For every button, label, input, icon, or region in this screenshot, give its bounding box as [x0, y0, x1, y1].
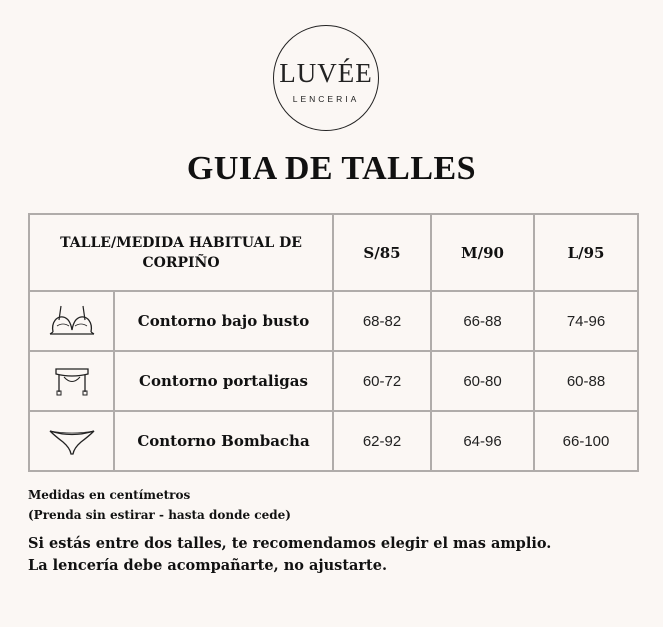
- brand-name: LUVÉE: [279, 58, 373, 88]
- panty-icon: [47, 424, 97, 458]
- row-value-s: 68-82: [333, 291, 431, 351]
- page-title: GUIA DE TALLES: [186, 150, 477, 187]
- recommendation: [28, 533, 551, 577]
- row-icon-cell: [29, 411, 114, 471]
- row-value-l: 74-96: [534, 291, 638, 351]
- instruction-note: (Prenda sin estirar - hasta donde cede): [28, 508, 291, 522]
- garter-belt-icon: [50, 364, 94, 398]
- row-value-l: 66-100: [534, 411, 638, 471]
- measurement-notes: [28, 485, 291, 525]
- recommendation-line-2: La lencería debe acompañarte, no ajustarte.: [28, 557, 388, 574]
- row-value-m: 66-88: [431, 291, 534, 351]
- table-row: [29, 351, 638, 411]
- row-label: Contorno Bombacha: [114, 411, 333, 471]
- row-icon-cell: [29, 351, 114, 411]
- row-value-m: 64-96: [431, 411, 534, 471]
- header-measure-label: TALLE/MEDIDA HABITUAL DE CORPIÑO: [29, 214, 333, 291]
- recommendation-line-1: Si estás entre dos talles, te recomendamos elegir el mas amplio.: [28, 535, 552, 552]
- header-size-s: S/85: [333, 214, 431, 291]
- row-value-s: 60-72: [333, 351, 431, 411]
- brand-subtitle: LENCERIA: [292, 94, 360, 104]
- table-row: [29, 411, 638, 471]
- row-icon-cell: [29, 291, 114, 351]
- row-label: Contorno portaligas: [114, 351, 333, 411]
- bra-icon: [47, 304, 97, 338]
- unit-note: Medidas en centímetros: [28, 488, 191, 502]
- row-value-m: 60-80: [431, 351, 534, 411]
- header-size-l: L/95: [534, 214, 638, 291]
- table-header-row: [29, 214, 638, 291]
- brand-logo: [273, 25, 379, 131]
- header-size-m: M/90: [431, 214, 534, 291]
- row-value-l: 60-88: [534, 351, 638, 411]
- size-table: [28, 213, 639, 472]
- row-value-s: 62-92: [333, 411, 431, 471]
- table-row: [29, 291, 638, 351]
- row-label: Contorno bajo busto: [114, 291, 333, 351]
